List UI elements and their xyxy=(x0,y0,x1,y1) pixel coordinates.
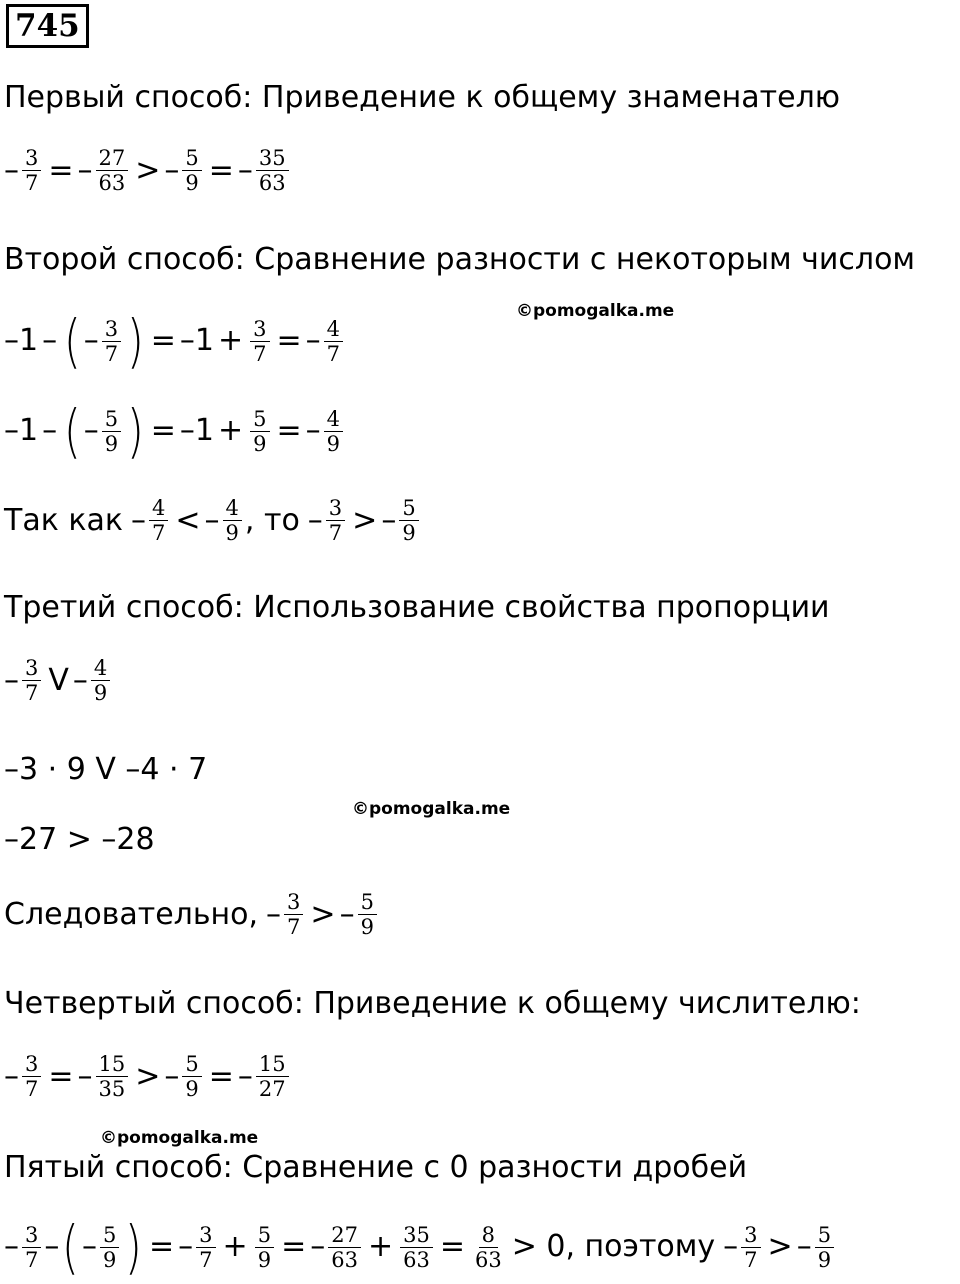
heading-method-1: Первый способ: Приведение к общему знаменателю xyxy=(4,80,841,115)
fraction-3-7: $\frac{3}{7}$ xyxy=(102,317,121,366)
heading-method-3: Третий способ: Использование свойства пропорции xyxy=(4,590,830,625)
fraction-5-9: $\frac{5}{9}$ xyxy=(399,496,418,545)
fraction-4-9: $\frac{4}{9}$ xyxy=(91,656,110,705)
watermark: ©pomogalka.me xyxy=(100,1128,259,1148)
fraction-4-9: $\frac{4}{9}$ xyxy=(223,496,242,545)
fraction-3-7: $\frac{3}{7}$ xyxy=(741,1223,760,1272)
fraction-8-63: $\frac{8}{63}$ xyxy=(474,1222,502,1272)
fraction-27-63: $\frac{27}{63}$ xyxy=(96,146,129,195)
fraction-5-9: $\frac{5}{9}$ xyxy=(102,407,121,456)
fraction-5-9: $\frac{5}{9}$ xyxy=(255,1223,274,1272)
equation-method-2a: –1 – ( – $\frac{3}{7}$ ) = –1 + $\frac{3}{7}$ = – $\frac{4}{7}$ xyxy=(4,312,346,370)
watermark: ©pomogalka.me xyxy=(352,799,511,819)
fraction-3-7: $\frac{3}{7}$ xyxy=(196,1223,215,1272)
fraction-15-35: $\frac{15}{35}$ xyxy=(96,1052,129,1101)
fraction-3-7: $\frac{3}{7}$ xyxy=(22,1052,41,1101)
fraction-27-63: $\frac{27}{63}$ xyxy=(328,1223,361,1272)
fraction-35-63: $\frac{35}{63}$ xyxy=(400,1223,433,1272)
fraction-4-7: $\frac{4}{7}$ xyxy=(324,317,343,366)
fraction-5-9: $\frac{5}{9}$ xyxy=(815,1223,834,1272)
fraction-5-9: $\frac{5}{9}$ xyxy=(182,1052,201,1101)
fraction-3-7: $\frac{3}{7}$ xyxy=(326,496,345,545)
fraction-35-63: $\frac{35}{63}$ xyxy=(256,146,289,195)
equation-method-3c: –27 > –28 xyxy=(4,822,155,857)
fraction-15-27: $\frac{15}{27}$ xyxy=(256,1052,289,1101)
equation-method-5: – $\frac{3}{7}$ – ( – $\frac{5}{9}$ ) = – $\frac{3}{7}$ + $\frac{5}{9}$ = – $\frac{27}{63}$ + $\frac{35}{63}$ = $\frac{8}{63}$ > 0, поэтому – $\frac{3}{7}$ > – $\frac{5}{9}$ xyxy=(4,1218,837,1276)
fraction-5-9: $\frac{5}{9}$ xyxy=(250,407,269,456)
fraction-5-9: $\frac{5}{9}$ xyxy=(182,146,201,195)
fraction-3-7: $\frac{3}{7}$ xyxy=(22,656,41,705)
equation-method-2b: –1 – ( – $\frac{5}{9}$ ) = –1 + $\frac{5}{9}$ = – $\frac{4}{9}$ xyxy=(4,402,346,460)
fraction-3-7: $\frac{3}{7}$ xyxy=(22,146,41,195)
fraction-3-7: $\frac{3}{7}$ xyxy=(250,317,269,366)
conclusion-method-3: Следовательно, – $\frac{3}{7}$ > – $\frac{5}{9}$ xyxy=(4,890,380,939)
minus-sign: – xyxy=(4,152,19,188)
heading-method-4: Четвертый способ: Приведение к общему числителю: xyxy=(4,986,861,1021)
equation-method-3b: –3 · 9 V –4 · 7 xyxy=(4,752,208,787)
fraction-4-9: $\frac{4}{9}$ xyxy=(324,407,343,456)
equation-method-3a: – $\frac{3}{7}$ V – $\frac{4}{9}$ xyxy=(4,656,113,705)
fraction-3-7: $\frac{3}{7}$ xyxy=(284,890,303,939)
fraction-4-7: $\frac{4}{7}$ xyxy=(149,496,168,545)
task-number: 745 xyxy=(6,4,89,48)
heading-method-5: Пятый способ: Сравнение с 0 разности дробей xyxy=(4,1150,748,1185)
fraction-5-9: $\frac{5}{9}$ xyxy=(100,1223,119,1272)
conclusion-method-2: Так как – $\frac{4}{7}$ < – $\frac{4}{9}$ , то – $\frac{3}{7}$ > – $\frac{5}{9}$ xyxy=(4,496,422,545)
heading-method-2: Второй способ: Сравнение разности с некоторым числом xyxy=(4,242,916,277)
equation-method-4: – $\frac{3}{7}$ = – $\frac{15}{35}$ > – $\frac{5}{9}$ = – $\frac{15}{27}$ xyxy=(4,1052,292,1101)
fraction-3-7: $\frac{3}{7}$ xyxy=(22,1223,41,1272)
fraction-5-9: $\frac{5}{9}$ xyxy=(358,890,377,939)
equation-method-1: – $\frac{3}{7}$ = – $\frac{27}{63}$ > – $\frac{5}{9}$ = – $\frac{35}{63}$ xyxy=(4,146,292,195)
watermark: ©pomogalka.me xyxy=(516,301,675,321)
